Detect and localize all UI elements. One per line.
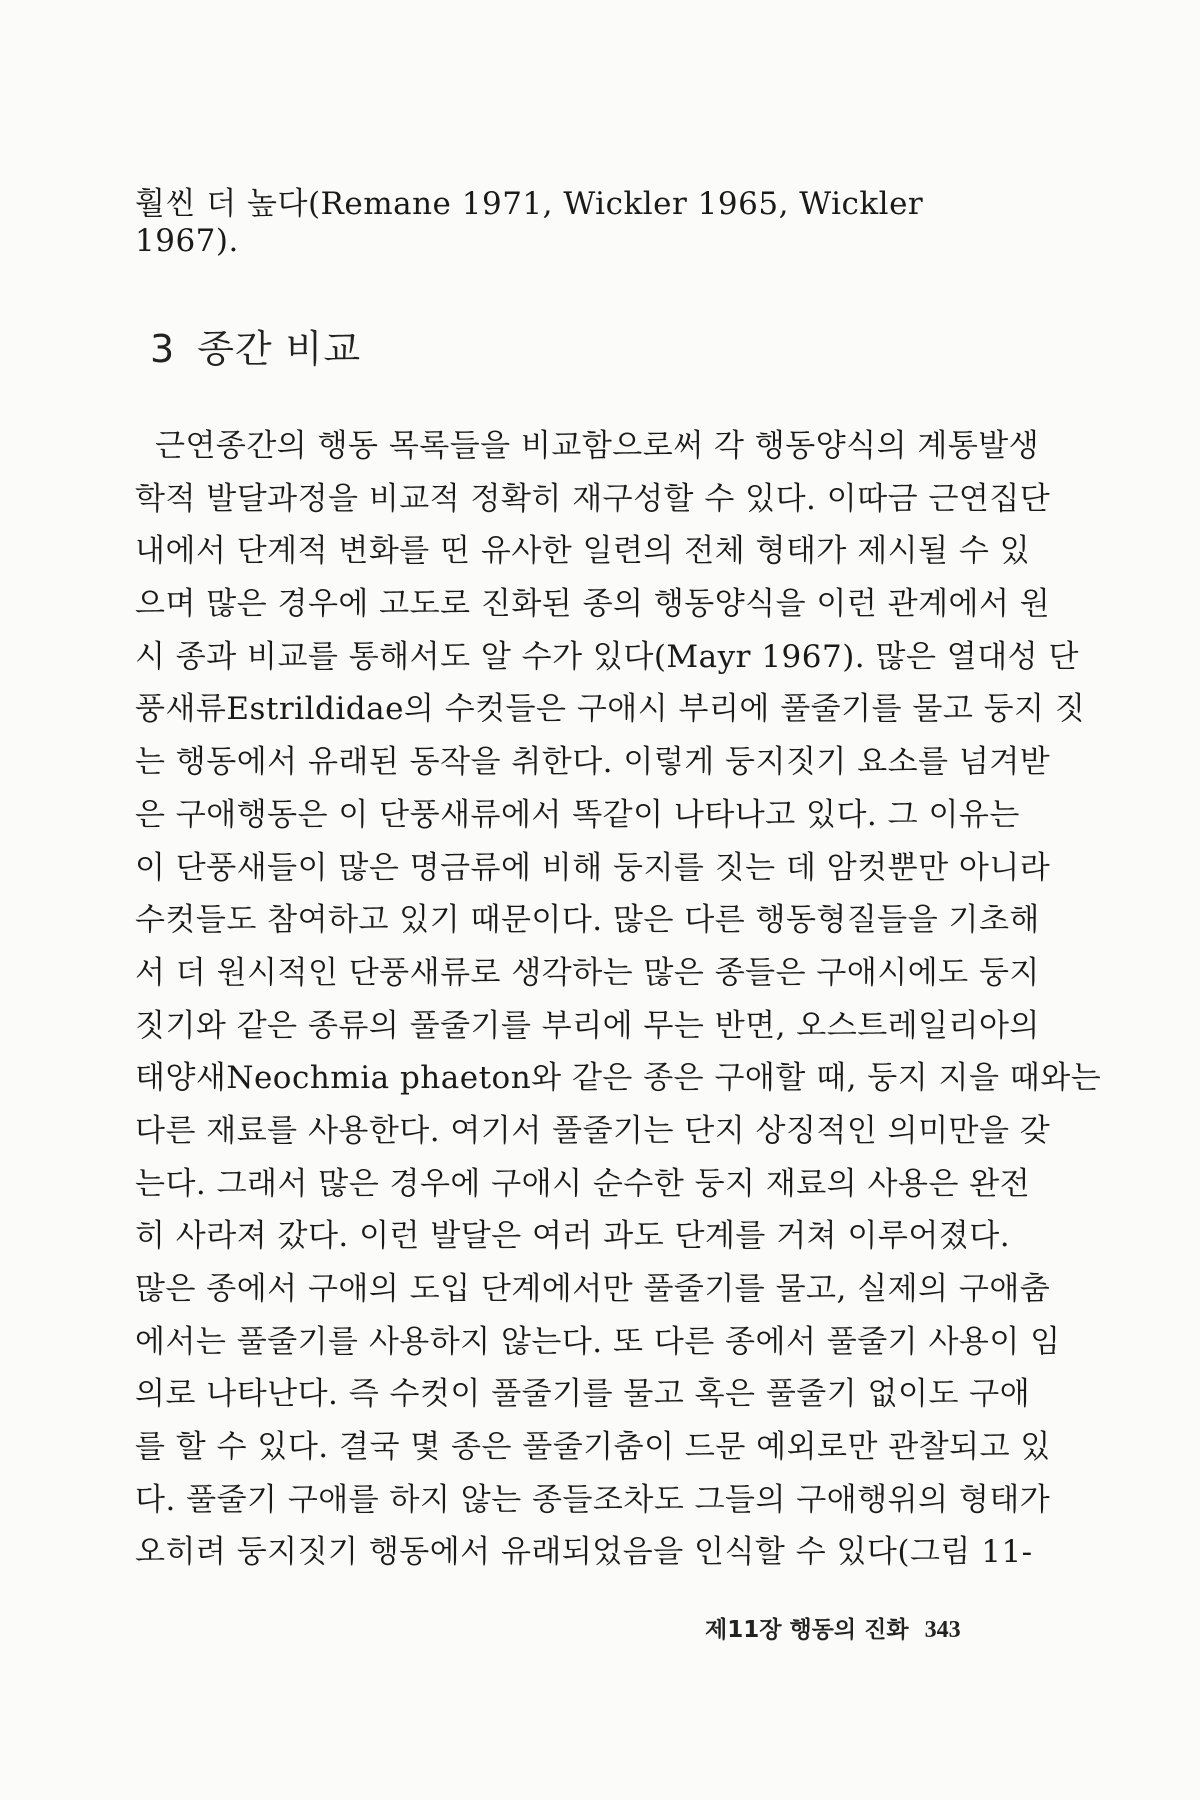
text-line: 의로 나타난다. 즉 수컷이 풀줄기를 물고 혹은 풀줄기 없이도 구애 xyxy=(135,1376,1031,1413)
text-line: 는 행동에서 유래된 동작을 취한다. 이렇게 둥지짓기 요소를 넘겨받 xyxy=(135,744,1051,781)
text-line: 내에서 단계적 변화를 띤 유사한 일련의 전체 형태가 제시될 수 있 xyxy=(135,533,1031,570)
text-line: 히 사라져 갔다. 이런 발달은 여러 과도 단계를 거쳐 이루어졌다. xyxy=(135,1218,1011,1255)
text-line: 이 단풍새들이 많은 명금류에 비해 둥지를 짓는 데 암컷뿐만 아니라 xyxy=(135,849,1051,886)
text-line: 시 종과 비교를 통해서도 알 수가 있다(Mayr 1967). 많은 열대성 단 xyxy=(135,638,1079,675)
text-line: 는다. 그래서 많은 경우에 구애시 순수한 둥지 재료의 사용은 완전 xyxy=(135,1165,1031,1202)
text-line: 짓기와 같은 종류의 풀줄기를 부리에 무는 반면, 오스트레일리아의 xyxy=(135,1007,1040,1044)
text-line: 근연종간의 행동 목록들을 비교함으로써 각 행동양식의 계통발생 xyxy=(155,428,1040,464)
text-line: 수컷들도 참여하고 있기 때문이다. 많은 다른 행동형질들을 기초해 xyxy=(135,902,1040,939)
carry-over-line: 훨씬 더 높다(Remane 1971, Wickler 1965, Wickler 1967). xyxy=(135,186,924,259)
section-title: 종간 비교 xyxy=(197,327,362,371)
text-line: 학적 발달과정을 비교적 정확히 재구성할 수 있다. 이따금 근연집단 xyxy=(135,480,1051,517)
section-number: 3 xyxy=(150,327,176,371)
text-line: 에서는 풀줄기를 사용하지 않는다. 또 다른 종에서 풀줄기 사용이 임 xyxy=(135,1323,1061,1360)
text-line: 태양새Neochmia phaeton와 같은 종은 구애할 때, 둥지 지을 때와는 xyxy=(135,1060,1102,1097)
body-paragraph xyxy=(135,420,1102,1579)
text-line: 풍새류Estrildidae의 수컷들은 구애시 부리에 풀줄기를 물고 둥지 짓 xyxy=(135,691,1086,728)
text-line: 를 할 수 있다. 결국 몇 종은 풀줄기춤이 드문 예외로만 관찰되고 있 xyxy=(135,1429,1051,1466)
text-line: 서 더 원시적인 단풍새류로 생각하는 많은 종들은 구애시에도 둥지 xyxy=(135,954,1040,991)
text-line: 으며 많은 경우에 고도로 진화된 종의 행동양식을 이런 관계에서 원 xyxy=(135,586,1051,623)
text-line: 많은 종에서 구애의 도입 단계에서만 풀줄기를 물고, 실제의 구애춤 xyxy=(135,1271,1051,1307)
chapter-title: 제11장 행동의 진화 xyxy=(705,1617,909,1643)
text-line: 은 구애행동은 이 단풍새류에서 똑같이 나타나고 있다. 그 이유는 xyxy=(135,796,1020,833)
page-number: 343 xyxy=(924,1617,961,1643)
text-line: 오히려 둥지짓기 행동에서 유래되었음을 인식할 수 있다(그림 11- xyxy=(135,1534,1033,1571)
section-heading xyxy=(150,318,361,373)
running-footer xyxy=(705,1611,961,1644)
text-line: 다. 풀줄기 구애를 하지 않는 종들조차도 그들의 구애행위의 형태가 xyxy=(135,1481,1051,1518)
text-line: 다른 재료를 사용한다. 여기서 풀줄기는 단지 상징적인 의미만을 갖 xyxy=(135,1112,1051,1149)
